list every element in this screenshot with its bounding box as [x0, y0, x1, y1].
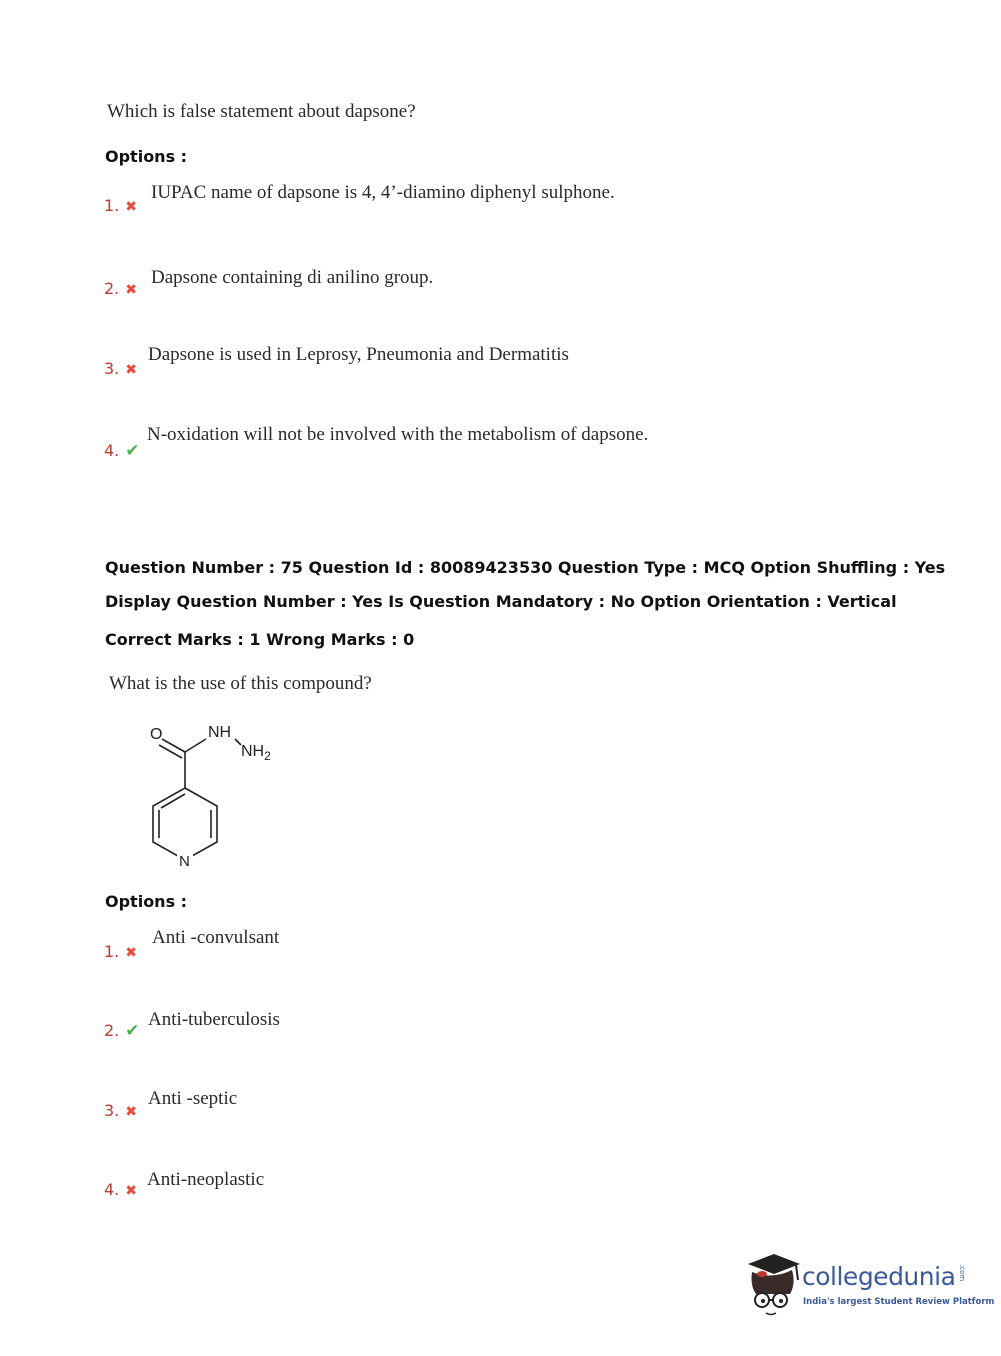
option-text: Anti -convulsant	[152, 927, 280, 948]
question-marks: Correct Marks : 1 Wrong Marks : 0	[105, 630, 415, 649]
option-text: N-oxidation will not be involved with the metabolism of dapsone.	[147, 424, 649, 445]
option-text: Anti-neoplastic	[147, 1169, 265, 1190]
question-meta: Display Question Number : Yes Is Question Mandatory : No Option Orientation : Vertical	[105, 592, 897, 611]
question-text: Which is false statement about dapsone?	[107, 101, 416, 122]
option-number	[104, 359, 137, 378]
option-num: 1.	[104, 196, 120, 215]
check-icon: ✔	[125, 441, 140, 461]
check-icon: ✔	[125, 1021, 140, 1041]
oxygen-label: O	[150, 726, 163, 743]
option-num: 1.	[104, 942, 120, 961]
option-number	[104, 942, 137, 961]
option-num: 3.	[104, 359, 120, 378]
option-number	[104, 1021, 140, 1041]
option-text: Dapsone containing di anilino group.	[151, 267, 434, 288]
options-label: Options :	[105, 892, 188, 911]
nitrogen-label: N	[179, 853, 190, 870]
option-num: 3.	[104, 1101, 120, 1120]
cross-icon: ✖	[125, 199, 137, 215]
option-num: 2.	[104, 1021, 120, 1040]
mascot-icon	[742, 1250, 804, 1320]
cross-icon: ✖	[125, 945, 137, 961]
cross-icon: ✖	[125, 282, 137, 298]
cross-icon: ✖	[125, 1104, 137, 1120]
cross-icon: ✖	[125, 1183, 137, 1199]
option-num: 2.	[104, 279, 120, 298]
option-num: 4.	[104, 441, 120, 460]
brand-logo	[742, 1250, 995, 1322]
option-text: IUPAC name of dapsone is 4, 4’-diamino diphenyl sulphone.	[151, 182, 615, 203]
nh2-label: $NH_2$	[241, 743, 271, 763]
option-number	[104, 441, 140, 461]
question-meta: Question Number : 75 Question Id : 80089423530 Question Type : MCQ Option Shuffling : Yes	[105, 558, 946, 577]
option-number	[104, 1101, 137, 1120]
option-text: Dapsone is used in Leprosy, Pneumonia and Dermatitis	[148, 344, 569, 365]
nh-label: NH	[208, 724, 232, 741]
option-number	[104, 1180, 137, 1199]
options-label: Options :	[105, 147, 188, 166]
cross-icon: ✖	[125, 362, 137, 378]
option-number	[104, 279, 137, 298]
brand-com: .com	[958, 1264, 966, 1282]
option-text: Anti-tuberculosis	[148, 1009, 280, 1030]
brand-name: collegedunia	[802, 1262, 956, 1291]
question-text: What is the use of this compound?	[109, 673, 372, 694]
brand-tagline: India's largest Student Review Platform	[803, 1297, 995, 1307]
chemical-structure	[140, 715, 300, 875]
option-number	[104, 196, 137, 215]
option-text: Anti -septic	[148, 1088, 238, 1109]
option-num: 4.	[104, 1180, 120, 1199]
